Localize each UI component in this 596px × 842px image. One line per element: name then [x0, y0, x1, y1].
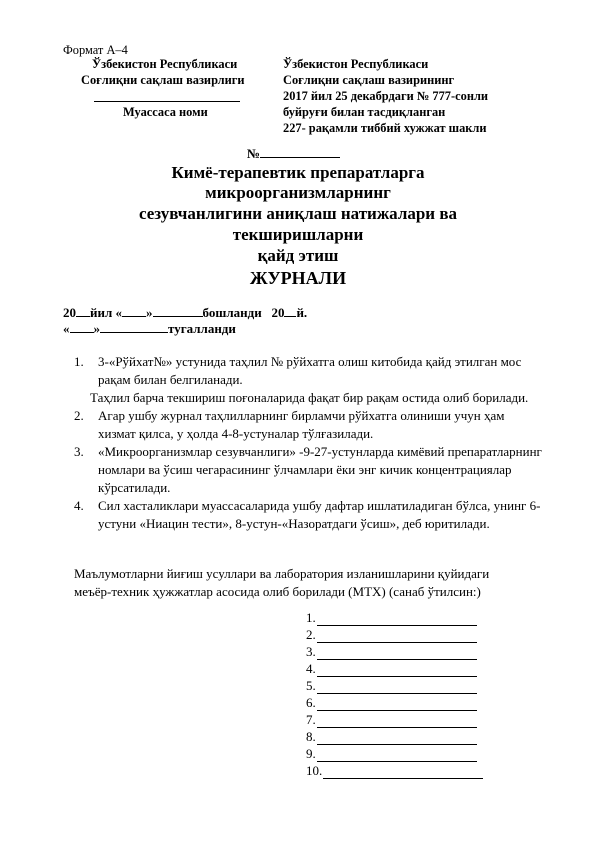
list-item: 1.	[306, 609, 483, 626]
left-header-line2: Соғлиқни сақлаш вазирлиги	[81, 73, 245, 87]
right-header-line2: Соғлиқни сақлаш вазирининг	[283, 73, 455, 87]
list-blank	[317, 630, 477, 643]
title-line3: сезувчанлигини аниқлаш натижалари ва	[138, 204, 458, 223]
list-blank	[317, 647, 477, 660]
journal-number	[247, 146, 340, 162]
institution-name-blank	[94, 101, 240, 102]
title-line4: текширишларни	[232, 225, 364, 244]
right-header-line5: 227- рақамли тиббий хужжат шакли	[283, 121, 487, 135]
instructions-list	[74, 353, 544, 533]
institution-caption: Муассаса номи	[123, 105, 208, 119]
list-item: 9.	[306, 745, 483, 762]
list-blank	[317, 613, 477, 626]
list-item: 3.	[306, 643, 483, 660]
title-line1: Кимё-терапевтик препаратларга	[171, 163, 425, 182]
end-month-blank	[100, 321, 168, 333]
right-header-line3: 2017 йил 25 декабрдаги № 777-сонли	[283, 89, 489, 103]
instruction-item: 3. «Микроорганизмлар сезувчанлиги» -9-27-устунларда кимёвий препаратларнинг номлари ва ўсиш чегарасининг ўлчамлари ёки энг кичик концентрациялар кўрсатилади.	[74, 444, 542, 495]
instruction-item: 4. Сил хасталиклари муассасаларида ушбу дафтар ишлатиладиган бўлса, унинг 6-устуни «Ниацин тести», 8-устун-«Назоратдаги ўсиш», деб юритилади.	[74, 498, 541, 531]
list-blank	[317, 749, 477, 762]
title-line5: қайд этиш	[257, 246, 339, 265]
number-blank	[260, 146, 340, 158]
right-header-line1: Ўзбекистон Республикаси	[283, 57, 429, 71]
start-year-blank	[76, 305, 90, 317]
list-blank	[317, 715, 477, 728]
start-date-line: 20 йил « » бошланди 20 й.	[63, 305, 308, 320]
right-header-line4: буйруғи билан тасдиқланган	[283, 105, 446, 119]
end-year-blank	[284, 305, 296, 317]
list-blank	[323, 766, 483, 779]
format-label: Формат А–4	[63, 43, 128, 57]
end-date-line: « » тугалланди	[63, 321, 236, 336]
list-blank	[317, 732, 477, 745]
methods-paragraph: Маълумотларни йиғиш усуллари ва лаборатория изланишларини қуйидаги меъёр-техник ҳужжатлар асосида олиб борилади (МТХ) (санаб ўтилсин:)	[74, 566, 490, 599]
list-item: 10.	[306, 762, 483, 779]
instruction-note: Таҳлил барча текшириш поғоналарида фақат бир рақам остида олиб борилади.	[90, 390, 529, 405]
start-month-blank	[153, 305, 203, 317]
title-line6: ЖУРНАЛИ	[249, 268, 347, 288]
list-blank	[317, 681, 477, 694]
number-sign: №	[247, 146, 261, 161]
title-line2: микроорганизмларнинг	[205, 183, 391, 202]
list-item: 4.	[306, 660, 483, 677]
list-item: 7.	[306, 711, 483, 728]
list-blank	[317, 698, 477, 711]
end-day-blank	[70, 321, 94, 333]
instruction-item: 1. 3-«Рўйхат№» устунида таҳлил № рўйхатга олиш китобида қайд этилган мос рақам билан белгиланади.	[74, 354, 522, 387]
instruction-item: 2. Агар ушбу журнал таҳлилларнинг бирламчи рўйхатга олиниши учун ҳам хизмат қилса, у ҳолда 4-8-устуналар тўлғазилади.	[74, 408, 505, 441]
list-item: 8.	[306, 728, 483, 745]
list-item: 2.	[306, 626, 483, 643]
start-day-blank	[122, 305, 146, 317]
list-item: 6.	[306, 694, 483, 711]
documents-list	[306, 609, 483, 779]
list-item: 5.	[306, 677, 483, 694]
left-header-line1: Ўзбекистон Республикаси	[92, 57, 238, 71]
list-blank	[317, 664, 477, 677]
